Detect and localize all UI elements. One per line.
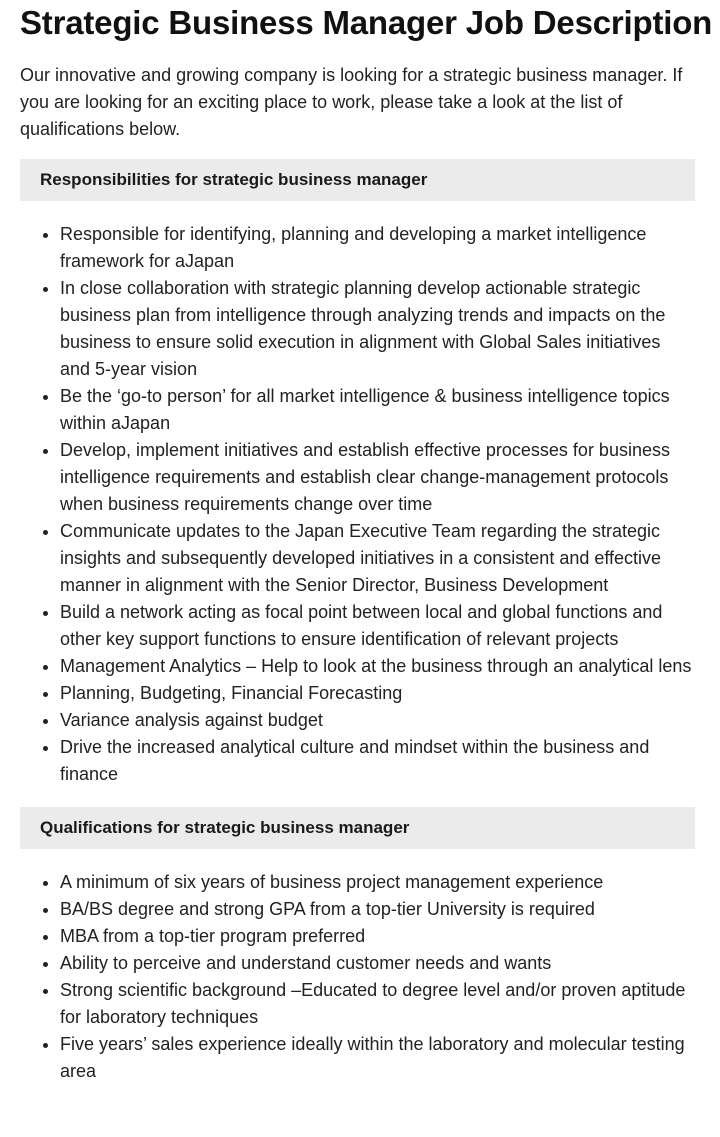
responsibilities-section-header bbox=[20, 159, 695, 201]
list-item: MBA from a top-tier program preferred bbox=[60, 923, 695, 950]
responsibilities-heading: Responsibilities for strategic business manager bbox=[40, 170, 428, 189]
list-item: Management Analytics – Help to look at the business through an analytical lens bbox=[60, 653, 695, 680]
list-item: Planning, Budgeting, Financial Forecasting bbox=[60, 680, 695, 707]
list-item: A minimum of six years of business project management experience bbox=[60, 869, 695, 896]
list-item: Drive the increased analytical culture and mindset within the business and finance bbox=[60, 734, 695, 788]
intro-paragraph: Our innovative and growing company is looking for a strategic business manager. If you are looking for an exciting place to work, please take a look at the list of qualifications below. bbox=[20, 65, 683, 139]
list-item: Strong scientific background –Educated to degree level and/or proven aptitude for laboratory techniques bbox=[60, 977, 695, 1031]
list-item: Ability to perceive and understand customer needs and wants bbox=[60, 950, 695, 977]
qualifications-section-header bbox=[20, 807, 695, 849]
list-item: In close collaboration with strategic planning develop actionable strategic business plan from intelligence through analyzing trends and impacts on the business to ensure solid execution in alignment with Global Sales initiatives and 5-year vision bbox=[60, 275, 695, 383]
list-item: Develop, implement initiatives and establish effective processes for business intelligence requirements and establish clear change-management protocols when business requirements change over time bbox=[60, 437, 695, 518]
qualifications-heading: Qualifications for strategic business manager bbox=[40, 818, 410, 837]
list-item: Be the ‘go-to person’ for all market intelligence & business intelligence topics within aJapan bbox=[60, 383, 695, 437]
list-item: BA/BS degree and strong GPA from a top-tier University is required bbox=[60, 896, 695, 923]
list-item: Responsible for identifying, planning and developing a market intelligence framework for aJapan bbox=[60, 221, 695, 275]
qualifications-list bbox=[20, 869, 695, 1085]
responsibilities-list bbox=[20, 221, 695, 788]
list-item: Build a network acting as focal point between local and global functions and other key support functions to ensure identification of relevant projects bbox=[60, 599, 695, 653]
list-item: Communicate updates to the Japan Executive Team regarding the strategic insights and subsequently developed initiatives in a consistent and effective manner in alignment with the Senior Director, Business Development bbox=[60, 518, 695, 599]
list-item: Five years’ sales experience ideally within the laboratory and molecular testing area bbox=[60, 1031, 695, 1085]
page-title: Strategic Business Manager Job Description bbox=[20, 4, 713, 41]
list-item: Variance analysis against budget bbox=[60, 707, 695, 734]
